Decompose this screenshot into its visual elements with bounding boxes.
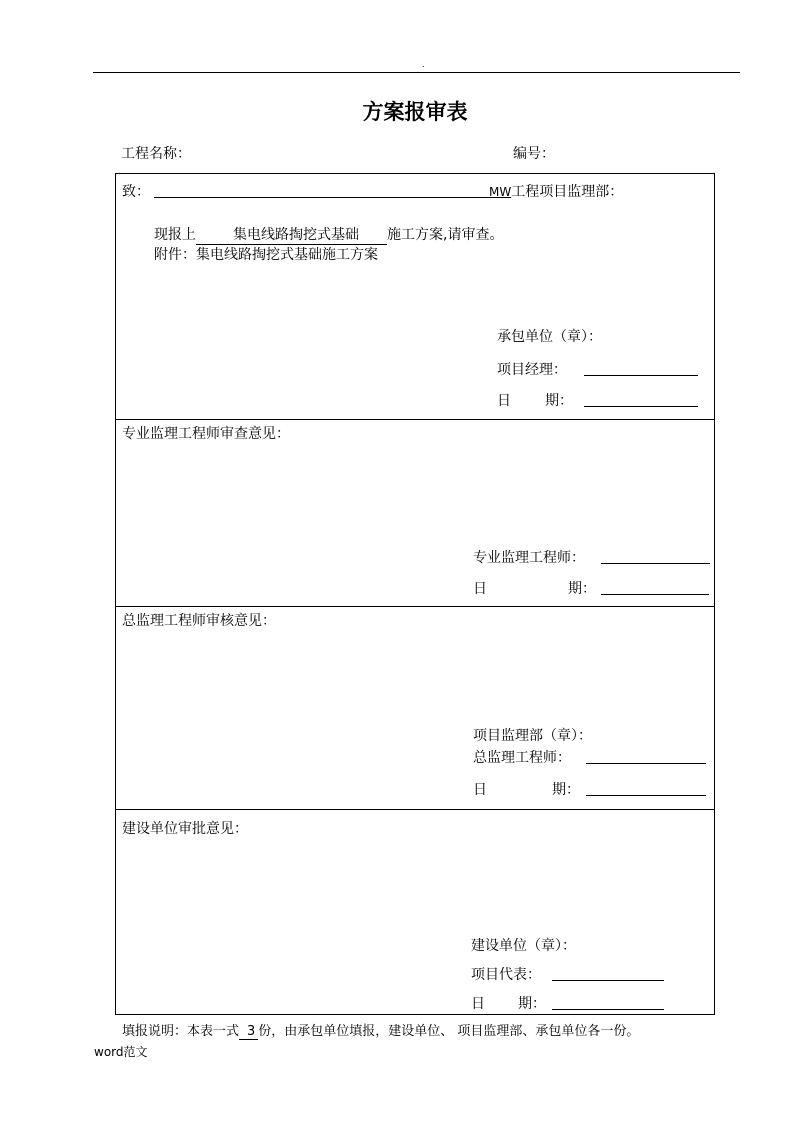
section2-engineer-line[interactable] xyxy=(601,563,710,564)
submission-item: 集电线路掏挖式基础 xyxy=(196,224,387,245)
section-divider-2 xyxy=(115,606,715,607)
to-suffix xyxy=(489,181,623,201)
contractor-unit-label: 承包单位（章）： xyxy=(497,329,602,345)
section4-date-label-a: 日 xyxy=(471,996,485,1012)
to-prefix: 致： xyxy=(122,184,150,200)
section2-date-label-b: 期： xyxy=(568,581,596,597)
attachment-text: 附件：集电线路掏挖式基础施工方案 xyxy=(154,247,378,263)
section2-heading: 专业监理工程师审查意见： xyxy=(122,426,290,442)
contractor-date-line[interactable] xyxy=(584,406,698,407)
to-recipient-line[interactable] xyxy=(154,197,509,198)
section2-date-label-a: 日 xyxy=(473,581,487,597)
section3-chief-label: 总监理工程师： xyxy=(473,750,571,766)
header-mark: . xyxy=(422,60,425,69)
contractor-manager-line[interactable] xyxy=(584,375,698,376)
section-divider-3 xyxy=(115,809,715,810)
watermark-text: word范文 xyxy=(94,1045,148,1059)
to-suffix-text: 工程项目监理部： xyxy=(511,184,624,200)
submission-pre: 现报上 xyxy=(154,227,196,243)
section3-date-label-a: 日 xyxy=(473,782,487,798)
section3-date-label-b: 期： xyxy=(552,782,580,798)
section3-heading: 总监理工程师审核意见： xyxy=(122,613,276,629)
submission-line xyxy=(154,224,503,245)
project-name-label: 工程名称： xyxy=(121,146,191,162)
contractor-date-label-b: 期： xyxy=(545,393,573,409)
header-rule xyxy=(93,72,740,73)
contractor-manager-label: 项目经理： xyxy=(497,362,567,378)
footer-note xyxy=(122,1020,639,1040)
section4-rep-line[interactable] xyxy=(552,980,664,981)
section3-date-line[interactable] xyxy=(586,795,706,796)
serial-label: 编号： xyxy=(513,146,555,162)
section2-date-line[interactable] xyxy=(601,594,709,595)
to-suffix-underlined: MW xyxy=(489,185,512,199)
footer-post: 份，由承包单位填报，建设单位、 项目监理部、承包单位各一份。 xyxy=(258,1024,640,1039)
section4-unit-label: 建设单位（章）： xyxy=(471,938,576,954)
submission-post: 施工方案,请审查。 xyxy=(387,227,504,243)
footer-copies: 3 xyxy=(239,1024,258,1040)
section4-date-label-b: 期： xyxy=(518,996,546,1012)
section4-date-line[interactable] xyxy=(552,1009,664,1010)
page-title: 方案报审表 xyxy=(362,99,468,124)
contractor-date-label-a: 日 xyxy=(497,393,511,409)
footer-pre: 填报说明：本表一式 xyxy=(122,1024,240,1039)
section4-rep-label: 项目代表： xyxy=(471,967,541,983)
section3-chief-line[interactable] xyxy=(586,763,706,764)
section-divider-1 xyxy=(115,419,715,420)
section4-heading: 建设单位审批意见： xyxy=(122,821,248,837)
section3-dept-label: 项目监理部（章）： xyxy=(473,728,592,744)
section2-engineer-label: 专业监理工程师： xyxy=(473,550,585,566)
